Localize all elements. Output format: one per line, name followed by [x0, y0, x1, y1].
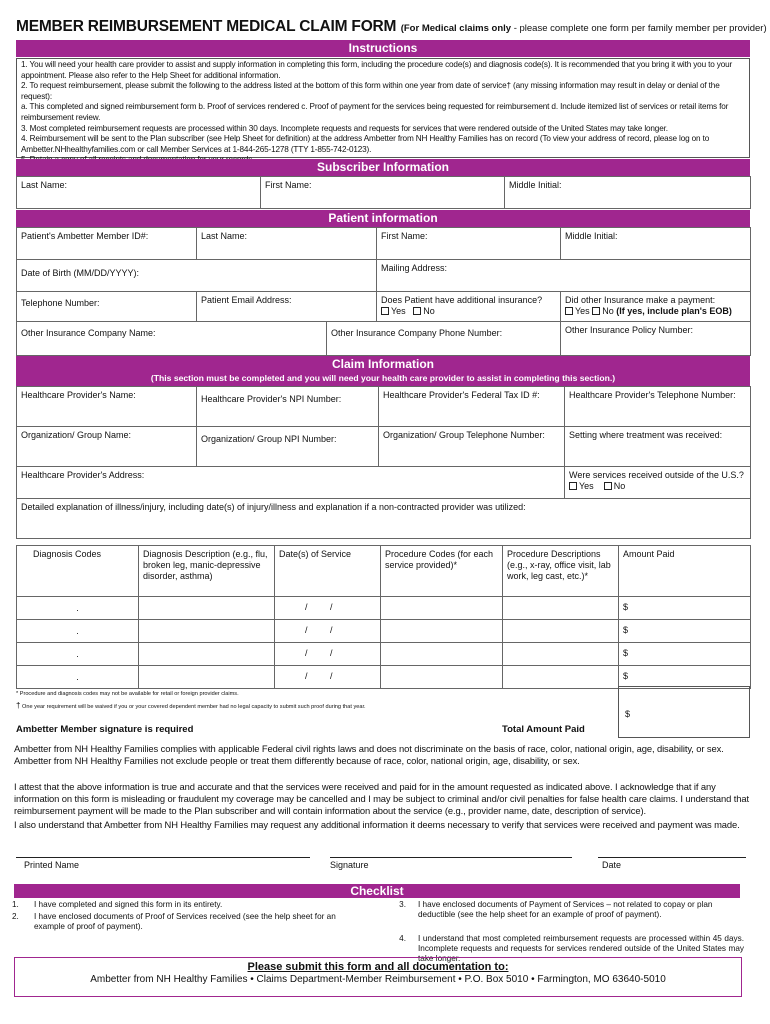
patient-table: [16, 227, 751, 356]
col-header: Date(s) of Service: [275, 546, 381, 597]
total-amount-label: Total Amount Paid: [502, 724, 585, 735]
instruction-line: a. This completed and signed reimbursement form b. Proof of services rendered c. Proof of payment for the services being requested for reimbursement d. Include itemized list of services or retail items for: [21, 102, 729, 112]
patient-heading: Patient information: [16, 210, 750, 227]
outside-us-cell: Were services received outside of the U.S.? Yes No: [565, 467, 751, 499]
patient-dob-field[interactable]: Date of Birth (MM/DD/YYYY):: [17, 260, 377, 292]
date-label: Date: [602, 860, 622, 870]
other-insurance-payment-cell: Did other Insurance make a payment: Yes No (If yes, include plan's EOB): [561, 292, 751, 322]
detailed-explanation-field[interactable]: Detailed explanation of illness/injury, including date(s) of injury/illness and explanation if a non-contracted provider was utilized:: [17, 499, 751, 539]
amount-cell[interactable]: $: [619, 666, 751, 689]
col-header: Diagnosis Description (e.g., flu, broken leg, manic-depressive disorder, asthma): [139, 546, 275, 597]
instruction-line: 3. Most completed reimbursement requests are processed within 30 days. Incomplete requests and requests for services that were rendered outside of the United States may take longer.: [21, 123, 668, 133]
amount-cell[interactable]: $: [619, 597, 751, 620]
signature-label: Signature: [330, 860, 369, 870]
footnote-codes: * Procedure and diagnosis codes may not be available for retail or foreign provider claims.: [16, 691, 239, 697]
title-text: MEMBER REIMBURSEMENT MEDICAL CLAIM FORM: [16, 18, 397, 35]
submit-address: Ambetter from NH Healthy Families • Claims Department-Member Reimbursement • P.O. Box 5010 • Farmington, MO 63640-5010: [90, 974, 666, 985]
procedure-code-cell[interactable]: [381, 597, 503, 620]
instruction-line: reimbursement review.: [21, 112, 101, 122]
compliance-text: Ambetter from NH Healthy Families complies with applicable Federal civil rights laws and does not discriminate on the basis of race, color, national origin, age, disability, or sex. Ambetter from NH Healthy Families not exclude people or treat them differently because of race, color, national origin, age, disability, or sex.: [14, 743, 724, 766]
patient-first-name-field[interactable]: First Name:: [377, 228, 561, 260]
procedure-desc-cell[interactable]: [503, 620, 619, 643]
outside-us-yes-checkbox[interactable]: [569, 482, 577, 490]
procedure-desc-cell[interactable]: [503, 643, 619, 666]
checklist-num: 3.: [399, 900, 406, 909]
provider-npi-field[interactable]: Healthcare Provider's NPI Number:: [197, 387, 379, 427]
claim-heading-band: [16, 356, 750, 386]
procedure-code-cell[interactable]: [381, 666, 503, 689]
other-payment-no-checkbox[interactable]: [592, 307, 600, 315]
subscriber-middle-initial-field[interactable]: Middle Initial:: [505, 177, 751, 209]
table-row: [17, 643, 751, 666]
subscriber-table: [16, 176, 751, 209]
amount-cell[interactable]: $: [619, 643, 751, 666]
provider-tax-id-field[interactable]: Healthcare Provider's Federal Tax ID #:: [379, 387, 565, 427]
claim-heading: Claim Information: [331, 357, 434, 371]
diagnosis-desc-cell[interactable]: [139, 620, 275, 643]
footnote-one-year: † One year requirement will be waived if you or your covered dependent member had no legal capacity to submit such proof during that year.: [16, 701, 366, 710]
procedure-desc-cell[interactable]: [503, 597, 619, 620]
subtitle-rest: - please complete one form per family member per provider): [511, 23, 767, 34]
claim-table: [16, 386, 751, 539]
patient-member-id-field[interactable]: Patient's Ambetter Member ID#:: [17, 228, 197, 260]
table-row: [17, 620, 751, 643]
service-date-cell[interactable]: / /: [275, 643, 381, 666]
diagnosis-desc-cell[interactable]: [139, 597, 275, 620]
service-date-cell[interactable]: / /: [275, 620, 381, 643]
additional-insurance-cell: Does Patient have additional insurance? Yes No: [377, 292, 561, 322]
checklist-item: I have enclosed documents of Payment of Services – not related to copay or plan deductible (see the help sheet for an example of proof of payment).: [418, 900, 713, 919]
treatment-setting-field[interactable]: Setting where treatment was received:: [565, 427, 751, 467]
subtitle-bold: (For Medical claims only: [400, 23, 512, 34]
other-insurance-policy-field[interactable]: Other Insurance Policy Number:: [561, 322, 751, 356]
additional-insurance-no-checkbox[interactable]: [413, 307, 421, 315]
checklist-table: [10, 899, 746, 965]
col-header: Procedure Descriptions (e.g., x-ray, office visit, lab work, leg cast, etc.)*: [503, 546, 619, 597]
submit-box: [14, 957, 742, 997]
instruction-line: 1. You will need your health care provider to assist and supply information in completing this form, including the procedure code(s) and diagnosis code(s). It is recommended that you bring it with you to your: [21, 60, 733, 69]
diagnosis-code-cell[interactable]: .: [17, 666, 139, 689]
codes-table: [16, 545, 751, 689]
date-line[interactable]: [598, 857, 746, 858]
diagnosis-code-cell[interactable]: .: [17, 643, 139, 666]
codes-header-row: [17, 546, 751, 597]
patient-email-field[interactable]: Patient Email Address:: [197, 292, 377, 322]
col-header: Amount Paid: [619, 546, 751, 597]
submit-heading: Please submit this form and all documentation to:: [247, 961, 509, 973]
col-header: Procedure Codes (for each service provided)*: [381, 546, 503, 597]
diagnosis-code-cell[interactable]: .: [17, 620, 139, 643]
instruction-line: Ambetter.NHhealthyfamilies.com or call Member Services at 1-844-265-1278 (TTY 1-855-742-0123).: [21, 144, 372, 154]
signature-line[interactable]: [330, 857, 572, 858]
eob-note: (If yes, include plan's EOB): [616, 306, 732, 316]
form-title: [16, 18, 767, 36]
checklist-num: 4.: [399, 934, 406, 943]
instructions-heading: Instructions: [16, 40, 750, 57]
checklist-num: 2.: [12, 912, 19, 921]
instructions-box: [16, 58, 750, 158]
checklist-item: I have enclosed documents of Proof of Services received (see the help sheet for an example of proof of payment).: [34, 912, 336, 931]
diagnosis-code-cell[interactable]: .: [17, 597, 139, 620]
col-header: Diagnosis Codes: [17, 546, 139, 597]
procedure-code-cell[interactable]: [381, 643, 503, 666]
checklist-num: 1.: [12, 900, 19, 909]
patient-telephone-field[interactable]: Telephone Number:: [17, 292, 197, 322]
service-date-cell[interactable]: / /: [275, 666, 381, 689]
printed-name-label: Printed Name: [24, 860, 80, 870]
subscriber-heading: Subscriber Information: [16, 159, 750, 176]
procedure-code-cell[interactable]: [381, 620, 503, 643]
outside-us-no-checkbox[interactable]: [604, 482, 612, 490]
signature-required-label: Ambetter Member signature is required: [16, 724, 194, 735]
provider-telephone-field[interactable]: Healthcare Provider's Telephone Number:: [565, 387, 751, 427]
amount-cell[interactable]: $: [619, 620, 751, 643]
checklist-item: I understand that most completed reimbursement requests are processed within 45 days. Incomplete requests and requests for services rendered outside of the United States may take longer.: [418, 934, 744, 963]
diagnosis-desc-cell[interactable]: [139, 643, 275, 666]
attestation-text: I attest that the above information is true and accurate and that the services were received and paid for in the amount requested as indicated above. I acknowledge that if any information on this form is misleading or fraudulent my coverage may be cancelled and I may be subject to criminal and/or civil penalties for false health care claims. I understand that reimbursement payment will be made to the Plan subscriber and will contain information about the service (e.g., provider name, date, description of service).: [14, 781, 749, 816]
patient-middle-initial-field[interactable]: Middle Initial:: [561, 228, 751, 260]
org-telephone-field[interactable]: Organization/ Group Telephone Number:: [379, 427, 565, 467]
subscriber-last-name-field[interactable]: Last Name:: [17, 177, 261, 209]
printed-name-line[interactable]: [16, 857, 310, 858]
attestation-text-2: I also understand that Ambetter from NH Healthy Families may request any additional information it deems necessary to verify that services were received and payment was made.: [14, 819, 740, 830]
instruction-line: 2. To request reimbursement, please submit the following to the address listed at the bottom of this form within one year from date of service† (any missing information may result in delay or denial of the request):: [21, 81, 720, 101]
diagnosis-desc-cell[interactable]: [139, 666, 275, 689]
provider-address-field[interactable]: Healthcare Provider's Address:: [17, 467, 565, 499]
checklist-item: I have completed and signed this form in its entirety.: [34, 900, 223, 909]
other-insurance-company-field[interactable]: Other Insurance Company Name:: [17, 322, 327, 356]
additional-insurance-yes-checkbox[interactable]: [381, 307, 389, 315]
other-insurance-phone-field[interactable]: Other Insurance Company Phone Number:: [327, 322, 561, 356]
other-payment-yes-checkbox[interactable]: [565, 307, 573, 315]
provider-name-field[interactable]: Healthcare Provider's Name:: [17, 387, 197, 427]
patient-mailing-field[interactable]: Mailing Address:: [377, 260, 751, 292]
org-npi-field[interactable]: Organization/ Group NPI Number:: [197, 427, 379, 467]
instruction-line: appointment. Please also refer to the Help Sheet for additional information.: [21, 70, 281, 80]
patient-last-name-field[interactable]: Last Name:: [197, 228, 377, 260]
service-date-cell[interactable]: / /: [275, 597, 381, 620]
claim-subheading: (This section must be completed and you will need your health care provider to assist in completing this section.): [150, 373, 616, 383]
subscriber-first-name-field[interactable]: First Name:: [261, 177, 505, 209]
org-name-field[interactable]: Organization/ Group Name:: [17, 427, 197, 467]
checklist-heading: Checklist: [14, 884, 740, 898]
instruction-line: 4. Reimbursement will be sent to the Plan subscriber (see Help Sheet for definition) at the address Ambetter from NH Healthy Families has on record (To view your address of record, please log on to: [21, 134, 710, 144]
procedure-desc-cell[interactable]: [503, 666, 619, 689]
total-amount-box[interactable]: $: [618, 686, 750, 738]
table-row: [17, 597, 751, 620]
